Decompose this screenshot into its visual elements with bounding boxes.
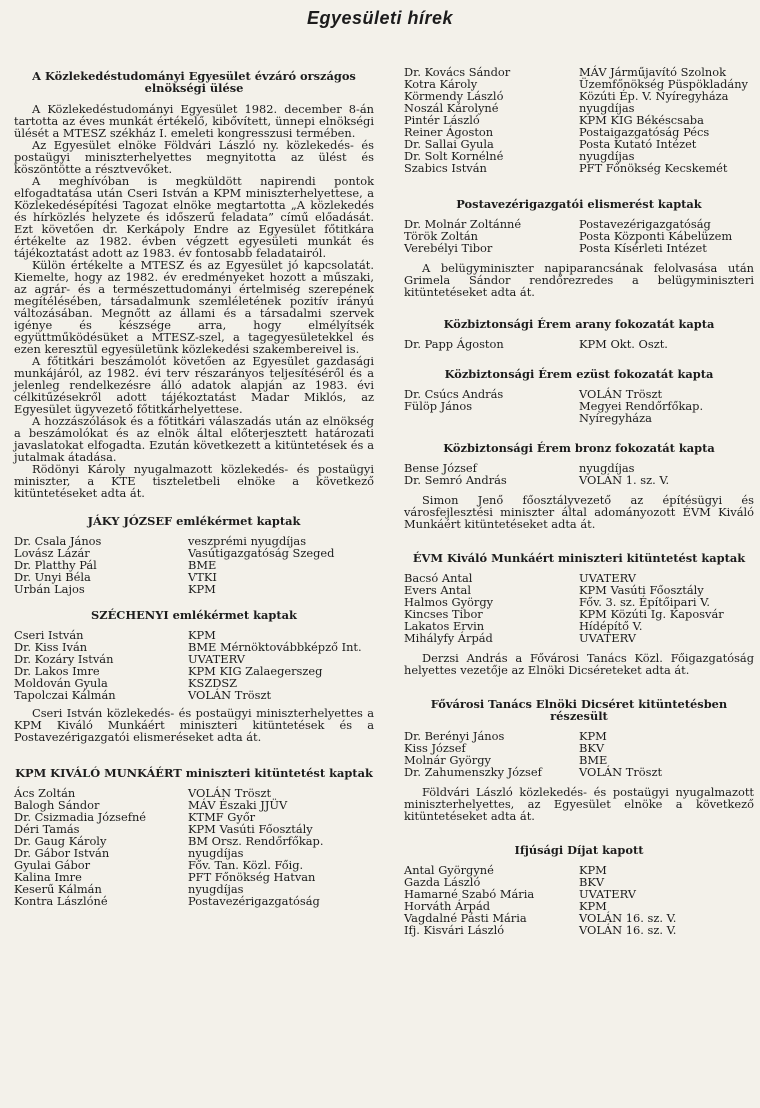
recipient-org: Posta Kutató Intézet (579, 137, 697, 151)
recipient-org: KPM Vasúti Főosztály (188, 822, 313, 836)
recipient-name: Bacsó Antal (404, 571, 473, 585)
recipient-name: Dr. Csala János (14, 534, 102, 548)
recipient-name: Tapolczai Kálmán (14, 688, 116, 702)
posta-award-list (404, 218, 754, 254)
recipient-name: Kotra Károly (404, 77, 478, 91)
recipient-org: Főv. 3. sz. Építőipari V. (579, 595, 711, 609)
left-column (14, 66, 374, 907)
article-paragraph: A meghívóban is megküldött napirendi pontok elfogadtatása után Cseri István a KPM miniszterhelyettese, a Közlekedésépítési Tagozat elnöke megtartotta „A közlekedés és hírközlés helyzete és időszerű feladata” című előadását. Ezt követően dr. Kerkápoly Endre az Egyesület főtitkára értékelte az 1982. évben végzett egyesületi munkát és tájékoztatást adott az 1983. év fontosabb feladatairól. (14, 174, 374, 260)
recipient-org: BM Orsz. Rendőrfőkap. (188, 834, 324, 848)
recipient-org: UVATERV (579, 887, 636, 901)
kpm-award-list (14, 787, 374, 907)
recipient-org: Megyei Rendőrfőkap. Nyíregyháza (579, 399, 704, 425)
list-row (404, 766, 754, 778)
ezust-award-list (404, 388, 754, 424)
recipient-org: VOLÁN 16. sz. V. (579, 911, 677, 925)
recipient-org: nyugdíjas (579, 101, 635, 115)
recipient-org: UVATERV (188, 652, 245, 666)
recipient-org: veszprémi nyugdíjas (188, 534, 307, 548)
recipient-name: Fülöp János (404, 399, 473, 413)
recipient-name: Lakatos Ervin (404, 619, 485, 633)
recipient-name: Evers Antal (404, 583, 471, 597)
recipient-org: nyugdíjas (188, 882, 244, 896)
recipient-name: Dr. Unyi Béla (14, 570, 91, 584)
recipient-name: Reiner Ágoston (404, 125, 494, 139)
recipient-org: nyugdíjas (579, 149, 635, 163)
arany-award-list (404, 338, 754, 350)
arany-award-heading: Közbiztonsági Érem arany fokozatát kapta (443, 317, 715, 331)
recipient-org: KTMF Győr (188, 810, 256, 824)
recipient-name: Kincses Tibor (404, 607, 483, 621)
recipient-org: Vasútigazgatóság Szeged (188, 546, 335, 560)
recipient-name: Antal Györgyné (404, 863, 494, 877)
recipient-name: Gyulai Gábor (14, 858, 91, 872)
recipient-name: Pintér László (404, 113, 480, 127)
recipient-org: VTKI (188, 570, 217, 584)
recipient-name: Szabics István (404, 161, 487, 175)
evm-award-heading: ÉVM Kiváló Munkáért miniszteri kitüntetést kaptak (412, 551, 746, 565)
recipient-name: Urbán Lajos (14, 582, 85, 596)
recipient-name: Cseri István (14, 628, 84, 642)
recipient-org: KPM (579, 863, 607, 877)
recipient-org: nyugdíjas (579, 461, 635, 475)
main-article-heading: A Közlekedéstudományi Egyesület évzáró országos elnökségi ülése (32, 69, 356, 95)
recipient-org: VOLÁN Tröszt (188, 688, 272, 702)
recipient-org: Közúti Ép. V. Nyíregyháza (579, 89, 729, 103)
fovarosi-award-list (404, 730, 754, 778)
recipient-name: Vagdalné Pásti Mária (404, 911, 527, 925)
recipient-org: KPM Vasúti Főosztály (579, 583, 704, 597)
recipient-org: KPM KIG Békéscsaba (579, 113, 704, 127)
list-row (14, 583, 374, 595)
recipient-name: Kontra Lászlóné (14, 894, 108, 908)
recipient-org: Posta Központi Kábelüzem (579, 229, 733, 243)
recipient-org: PFT Főnökség Kecskemét (579, 161, 728, 175)
article-paragraph: A hozzászólások és a főtitkári válaszadás után az elnökség a beszámolókat és az elnök által előterjesztett határozati javaslatokat elfogadta. Ezután következett a kitüntetések és a jutalmak átadása. (14, 414, 374, 464)
jaky-award-heading: JÁKY JÓZSEF emlékérmet kaptak (87, 514, 301, 528)
recipient-name: Dr. Csizmadia Józsefné (14, 810, 147, 824)
recipient-org: BME Mérnöktovábbképző Int. (188, 640, 362, 654)
recipient-org: KPM Közúti Ig. Kaposvár (579, 607, 724, 621)
article-paragraph: A főtitkári beszámolót követően az Egyesület gazdasági munkájáról, az 1982. évi terv részarányos teljesítéséről és a jelenleg rendelkezésre álló adatok alapján az 1983. évi célkitűzésekről adott tájékoztatást Madar Miklós, az Egyesület ügyvezető főtitkárhelyettese. (14, 354, 374, 416)
article-paragraph: Rödönyi Károly nyugalmazott közlekedés- és postaügyi miniszter, a KTE tiszteletbeli elnöke a következő kitüntetéseket adta át. (14, 462, 374, 500)
szechenyi-followup-paragraph: Cseri István közlekedés- és postaügyi miniszterhelyettes a KPM Kiváló Munkáért miniszteri kitüntetések és a Postavezérigazgatói elismeréseket adta át. (14, 706, 374, 744)
fovarosi-award-heading: Fővárosi Tanács Elnöki Dicséret kitüntetésben részesült (430, 697, 728, 723)
recipient-org: Postaigazgatóság Pécs (579, 125, 710, 139)
recipient-name: Mihályfy Árpád (404, 631, 493, 645)
recipient-name: Dr. Gábor István (14, 846, 110, 860)
posta-award-heading: Postavezérigazgatói elismerést kaptak (456, 197, 702, 211)
bronz-followup-paragraph: Simon Jenő főosztályvezető az építésügyi és városfejlesztési miniszter által adományozott ÉVM Kiváló Munkáért kitüntetéseket adta át. (404, 493, 754, 531)
recipient-name: Keserű Kálmán (14, 882, 102, 896)
recipient-name: Horváth Árpád (404, 899, 491, 913)
recipient-name: Dr. Sallai Gyula (404, 137, 494, 151)
szechenyi-award-list (14, 629, 374, 701)
recipient-org: MÁV Északi JJÜV (188, 798, 288, 812)
recipient-name: Dr. Papp Ágoston (404, 337, 504, 351)
right-column (404, 66, 754, 936)
recipient-name: Dr. Csúcs András (404, 387, 504, 401)
recipient-name: Török Zoltán (404, 229, 478, 243)
recipient-org: nyugdíjas (188, 846, 244, 860)
list-row (404, 400, 754, 424)
list-row (404, 338, 754, 350)
recipient-name: Molnár György (404, 753, 491, 767)
recipient-org: Postavezérigazgatóság (188, 894, 320, 908)
recipient-org: Főv. Tan. Közl. Főig. (188, 858, 304, 872)
recipient-name: Dr. Kozáry István (14, 652, 114, 666)
recipient-name: Hamarné Szabó Mária (404, 887, 535, 901)
recipient-name: Dr. Kiss Iván (14, 640, 88, 654)
ifjusagi-award-heading: Ifjúsági Díjat kapott (514, 843, 644, 857)
recipient-org: KPM (579, 899, 607, 913)
recipient-name: Dr. Berényi János (404, 729, 505, 743)
recipient-org: MÁV Járműjavító Szolnok (579, 65, 726, 79)
recipient-name: Moldován Gyula (14, 676, 108, 690)
ezust-award-heading: Közbiztonsági Érem ezüst fokozatát kapta (444, 367, 714, 381)
recipient-org: Posta Kísérleti Intézet (579, 241, 707, 255)
evm-followup-paragraph: Derzsi András a Fővárosi Tanács Közl. Főigazgatóság helyettes vezetője az Elnöki Dicséreteket adta át. (404, 651, 754, 677)
recipient-name: Verebélyi Tibor (404, 241, 493, 255)
bronz-award-list (404, 462, 754, 486)
list-row (404, 474, 754, 486)
recipient-org: VOLÁN 16. sz. V. (579, 923, 677, 937)
ifjusagi-award-list (404, 864, 754, 936)
fovarosi-followup-paragraph: Földvári László közlekedés- és postaügyi nyugalmazott miniszterhelyettes, az Egyesület elnöke a következő kitüntetéseket adta át. (404, 785, 754, 823)
article-paragraph: A Közlekedéstudományi Egyesület 1982. december 8-án tartotta az éves munkát értékelő, kibővített, ünnepi elnökségi ülését a MTESZ székház I. emeleti kongresszusi termében. (14, 102, 374, 140)
list-row (14, 895, 374, 907)
recipient-name: Ács Zoltán (14, 786, 76, 800)
article-paragraph: Külön értékelte a MTESZ és az Egyesület jó kapcsolatát. Kiemelte, hogy az 1982. év eredményeket hozott a műszaki, az agrár- és a természettudományi értelmiség szerepének megítélésében, társadalmunk szemléletének pozitív irányú változásában. Megnőtt az állami és a társadalmi szervek igénye és készsége arra, hogy elmélyítsék együttműködésüket a MTESZ-szel, a tagegyesületekkel és ezen keresztül egyesületünk közlekedési szakembereivel is. (14, 258, 374, 356)
recipient-org: KPM (188, 628, 216, 642)
recipient-org: KPM Okt. Oszt. (579, 337, 668, 351)
recipient-org: Hídépítő V. (579, 619, 643, 633)
recipient-org: PFT Főnökség Hatvan (188, 870, 316, 884)
recipient-name: Gazda László (404, 875, 481, 889)
recipient-name: Bense József (404, 461, 477, 475)
recipient-org: VOLÁN Tröszt (579, 765, 663, 779)
list-row (404, 632, 754, 644)
recipient-name: Dr. Molnár Zoltánné (404, 217, 522, 231)
list-row (404, 162, 754, 174)
recipient-name: Dr. Platthy Pál (14, 558, 97, 572)
evm-award-list (404, 572, 754, 644)
szechenyi-award-heading: SZÉCHENYI emlékérmet kaptak (91, 608, 297, 622)
recipient-name: Balogh Sándor (14, 798, 100, 812)
recipient-org: BKV (579, 741, 605, 755)
recipient-name: Déri Tamás (14, 822, 80, 836)
jaky-award-list (14, 535, 374, 595)
list-row (404, 242, 754, 254)
recipient-org: UVATERV (579, 631, 636, 645)
recipient-name: Dr. Semró András (404, 473, 507, 487)
kpm-award-list-continued (404, 66, 754, 174)
recipient-org: KPM (579, 729, 607, 743)
recipient-org: BKV (579, 875, 605, 889)
article-paragraph: Az Egyesület elnöke Földvári László ny. közlekedés- és postaügyi miniszterhelyettes megnyitotta az ülést és köszöntötte a résztvevőket. (14, 138, 374, 176)
bronz-award-heading: Közbiztonsági Érem bronz fokozatát kapta (443, 441, 715, 455)
recipient-name: Kalina Imre (14, 870, 82, 884)
recipient-org: Üzemfőnökség Püspökladány (579, 77, 748, 91)
recipient-org: VOLÁN Tröszt (579, 387, 663, 401)
recipient-org: VOLÁN Tröszt (188, 786, 272, 800)
recipient-name: Dr. Gaug Károly (14, 834, 107, 848)
recipient-org: UVATERV (579, 571, 636, 585)
recipient-name: Halmos György (404, 595, 494, 609)
recipient-name: Noszál Károlyné (404, 101, 499, 115)
recipient-org: VOLÁN 1. sz. V. (579, 473, 670, 487)
recipient-org: KPM KIG Zalaegerszeg (188, 664, 323, 678)
recipient-org: KPM (188, 582, 216, 596)
recipient-name: Dr. Solt Kornélné (404, 149, 504, 163)
page-title: Egyesületi hírek (306, 8, 454, 28)
recipient-name: Dr. Zahumenszky József (404, 765, 542, 779)
recipient-org: Postavezérigazgatóság (579, 217, 711, 231)
recipient-name: Dr. Kovács Sándor (404, 65, 511, 79)
recipient-org: BME (188, 558, 217, 572)
recipient-name: Dr. Lakos Imre (14, 664, 100, 678)
posta-followup-paragraph: A belügyminiszter napiparancsának felolvasása után Grimela Sándor rendőrezredes a belügyminiszteri kitüntetéseket adta át. (404, 261, 754, 299)
recipient-org: BME (579, 753, 608, 767)
recipient-name: Ifj. Kisvári László (404, 923, 505, 937)
list-row (14, 689, 374, 701)
kpm-award-heading: KPM KIVÁLÓ MUNKÁÉRT miniszteri kitüntetést kaptak (15, 766, 373, 780)
recipient-name: Kiss József (404, 741, 466, 755)
list-row (404, 924, 754, 936)
recipient-name: Körmendy László (404, 89, 504, 103)
recipient-org: KSZDSZ (188, 676, 238, 690)
recipient-name: Lovász Lázár (14, 546, 90, 560)
main-article-body (14, 103, 374, 499)
